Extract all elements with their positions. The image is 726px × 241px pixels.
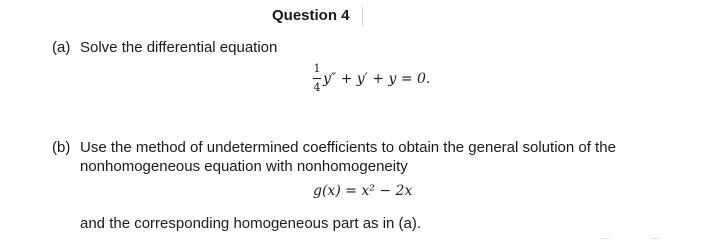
part-a-label: (a) xyxy=(52,39,71,56)
part-b-line-2: nonhomogeneous equation with nonhomogeneity xyxy=(80,158,408,175)
question-heading: Question 4 xyxy=(272,7,350,24)
fraction-numerator: 1 xyxy=(313,62,321,75)
text-cursor xyxy=(362,7,363,26)
fraction-bar xyxy=(313,78,321,79)
divider-fragment xyxy=(650,238,660,239)
part-b-line-1: Use the method of undetermined coefficients to obtain the general solution of the xyxy=(80,139,616,156)
part-b-equation: g(x) = x² − 2x xyxy=(313,183,413,199)
fraction-denominator: 4 xyxy=(313,81,321,94)
equation-a-body: y″ + y′ + y = 0. xyxy=(323,71,431,87)
divider-fragment xyxy=(600,238,610,239)
part-b-label: (b) xyxy=(52,139,71,156)
part-b-closing: and the corresponding homogeneous part as in (a). xyxy=(80,215,422,232)
part-a-prompt: Solve the differential equation xyxy=(80,39,278,56)
